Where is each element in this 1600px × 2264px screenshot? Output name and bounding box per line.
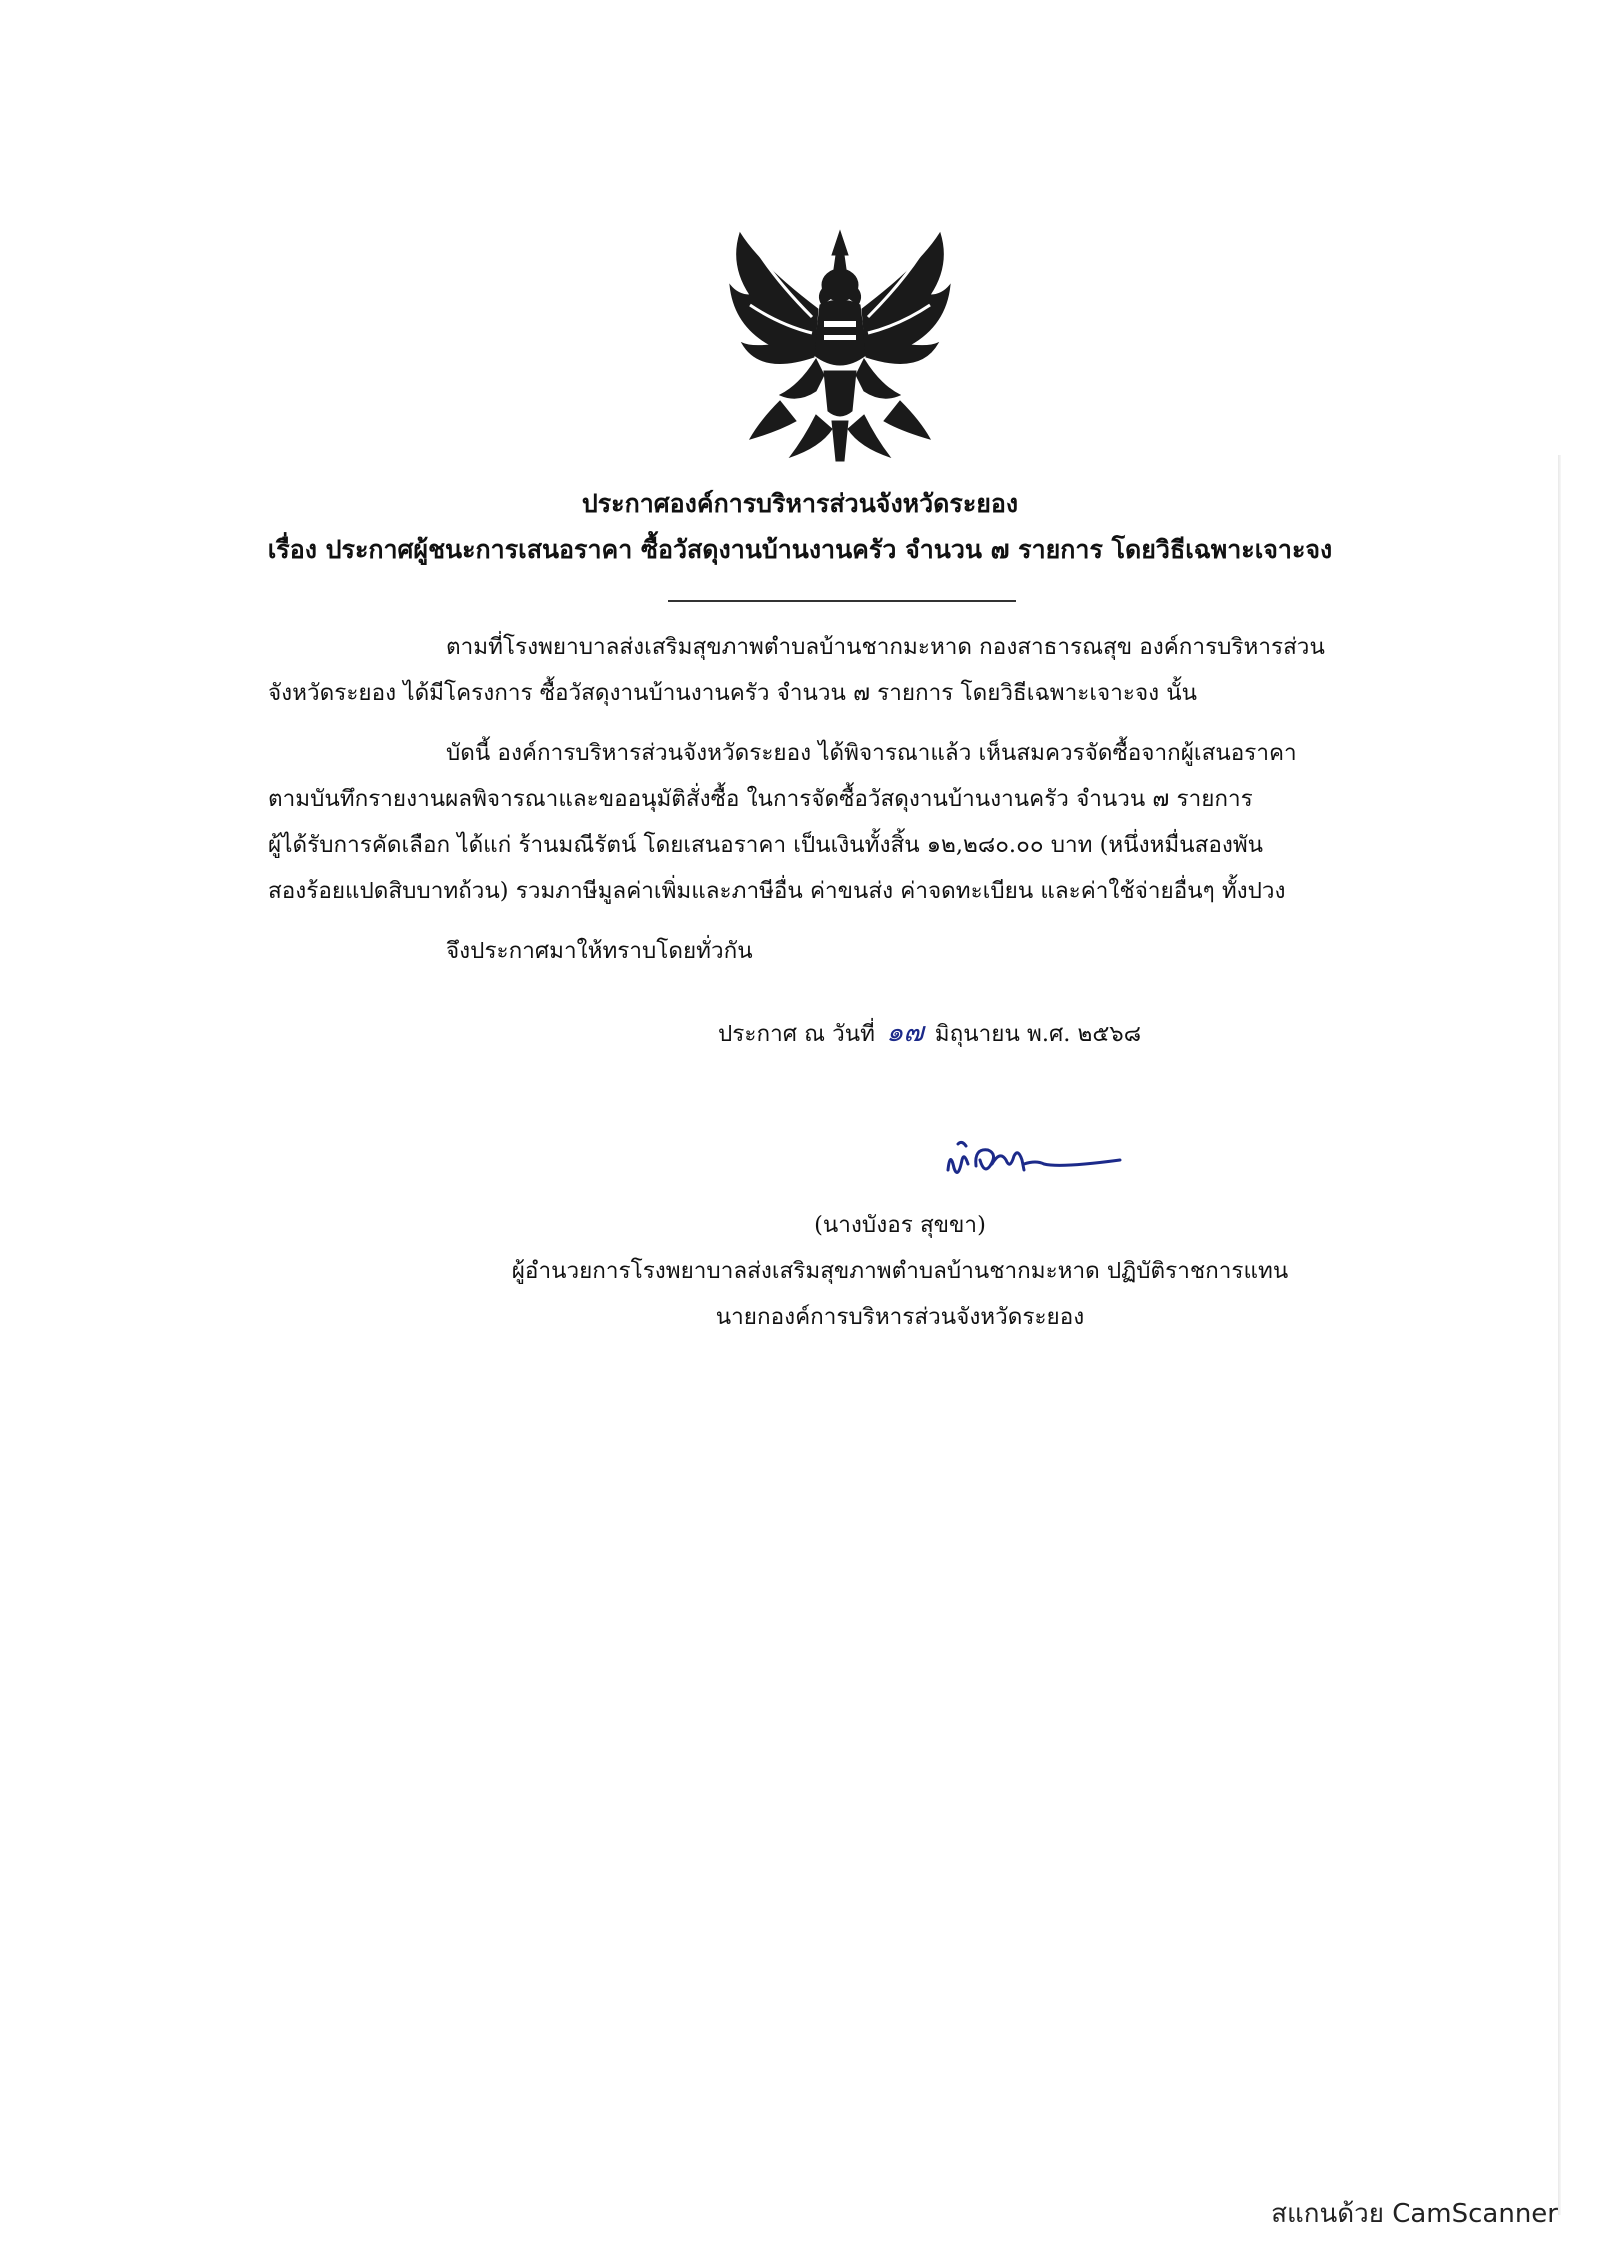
garuda-emblem-icon: [720, 225, 960, 465]
closing-statement: จึงประกาศมาให้ทราบโดยทั่วกัน: [446, 938, 753, 964]
date-month-year: มิถุนายน พ.ศ. ๒๕๖๘: [934, 1021, 1142, 1047]
date-day-handwritten: ๑๗: [886, 1017, 924, 1048]
signatory-name: (นางบังอร สุขขา): [814, 1212, 986, 1238]
signatory-organization: นายกองค์การบริหารส่วนจังหวัดระยอง: [715, 1304, 1085, 1330]
date-prefix: ประกาศ ณ วันที่: [718, 1021, 876, 1047]
paragraph-line: สองร้อยแปดสิบบาทถ้วน) รวมภาษีมูลค่าเพิ่มและภาษีอื่น ค่าขนส่ง ค่าจดทะเบียน และค่าใช้จ่ายอื่นๆ ทั้งปวง: [268, 878, 1286, 904]
paragraph-line: จังหวัดระยอง ได้มีโครงการ ซื้อวัสดุงานบ้านงานครัว จำนวน ๗ รายการ โดยวิธีเฉพาะเจาะจง นั้น: [268, 680, 1198, 706]
announcement-title: ประกาศองค์การบริหารส่วนจังหวัดระยอง: [581, 489, 1019, 518]
paragraph-line: ตามบันทึกรายงานผลพิจารณาและขออนุมัติสั่งซื้อ ในการจัดซื้อวัสดุงานบ้านงานครัว จำนวน ๗ รายการ: [268, 786, 1253, 812]
paragraph-line: ผู้ได้รับการคัดเลือก ได้แก่ ร้านมณีรัตน์ โดยเสนอราคา เป็นเงินทั้งสิ้น ๑๒,๒๘๐.๐๐ บาท (หนึ่งหมื่นสองพัน: [268, 832, 1264, 858]
paragraph-line: ตามที่โรงพยาบาลส่งเสริมสุขภาพตำบลบ้านชากมะหาด กองสาธารณสุข องค์การบริหารส่วน: [446, 634, 1325, 660]
paragraph-decision: [268, 730, 1408, 914]
scan-edge-shadow: [1558, 455, 1561, 2215]
scanner-watermark: สแกนด้วย CamScanner: [1271, 2199, 1558, 2229]
announcement-date: [718, 1010, 1141, 1053]
paragraph-line: บัดนี้ องค์การบริหารส่วนจังหวัดระยอง ได้พิจารณาแล้ว เห็นสมควรจัดซื้อจากผู้เสนอราคา: [446, 740, 1297, 766]
signatory-title: ผู้อำนวยการโรงพยาบาลส่งเสริมสุขภาพตำบลบ้านชากมะหาด ปฏิบัติราชการแทน: [511, 1258, 1289, 1284]
paragraph-intro: [268, 624, 1408, 716]
announcement-subject: เรื่อง ประกาศผู้ชนะการเสนอราคา ซื้อวัสดุงานบ้านงานครัว จำนวน ๗ รายการ โดยวิธีเฉพาะเจาะจง: [267, 535, 1333, 564]
handwritten-signature: [940, 1130, 1130, 1190]
title-divider: [668, 600, 1016, 602]
